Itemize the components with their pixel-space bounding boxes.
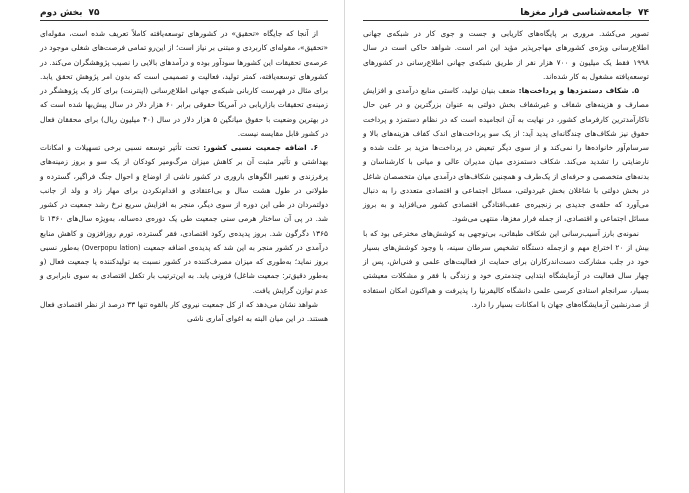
right-paragraph-1-text: تصویر می‌کشد. مروری بر پایگاه‌های کاریابی و جست و جوی کار در شبکه‌ی جهانی اطلاع‌رسانی ویژه‌ی کشورهای مهاجرپذیر مؤید این امر است. شواهد حاکی است در سال ۱۹۹۸ فقط یک میلیون و ۷۰۰ هزار نفر از طریق شبکه‌ی جهانی اطلاع‌رسانی در کشورهای توسعه‌یافته مشغول به کار شده‌اند.	[363, 29, 649, 81]
right-paragraph-2-text: ضعف بنیان تولید، کاستی منابع درآمدی و افزایش مصارف و هزینه‌های شفاف و غیرشفاف بخش دولتی به عنوان بزرگترین و در عین حال ناکارآمدترین کارفرمای کشور، در نهایت به آن انجامیده است که در نظام دستمزد و پرداخت حقوق نیز شکاف‌های چندگانه‌ای پدید آید: از یک سو پرداخت‌های اندک کفاف هزینه‌های بالا و سرسام‌آور خانواده‌ها را نمی‌کند و از سوی دیگر تبعیض در پرداخت‌ها مزید بر علت شده و نارضایتی را تشدید می‌کند. شکاف دستمزدی میان مدیران عالی و میانی با کارشناسان و بدنه‌های متخصصی و حرفه‌ای از یک‌طرف و همچنین شکاف‌های درآمدی میان متخصصان شاغل در بخش دولتی با شاغلان بخش غیردولتی، مسائل اجتماعی و اقتصادی متعددی را به دنبال می‌آورد که حلقه‌ی جدیدی بر زنجیره‌ی عقب‌افتادگی اقتصادی کشور می‌افزاید و به بروز مسائل اجتماعی و اقتصادی، از جمله فرار مغزها، منتهی می‌شود.	[363, 86, 649, 224]
left-paragraph-3	[40, 298, 328, 327]
right-page-number: ۷۴	[638, 8, 649, 18]
latin-term: (Overpopu lation)	[81, 243, 141, 252]
left-page-header	[40, 6, 328, 21]
right-paragraph-3-text: نمونه‌ی بارز آسیب‌رسانی این شکاف طبقاتی، بی‌توجهی به کوشش‌های مخترعی بود که با بیش از ۲۰ اختراع مهم و ازجمله دستگاه تشخیص سرطان سینه، با وجود کوشش‌های بسیار خود در جلب مشارکت دست‌اندرکاران برای حمایت از فعالیت‌های علمی و فنی‌اش، پس از چهار سال فعالیت در آزمایشگاه ابتدایی چندمتری خود و زندگی با فقر و مشکلات معیشتی بسیار، سرانجام استادی کرسی علمی دانشگاه کالیفرنیا را پذیرفت و هم‌اکنون امکان استفاده از صدرنشین آزمایشگاه‌های جهان با امکانات بسیار را دارد.	[363, 228, 649, 309]
left-page-number: ۷۵	[88, 8, 100, 18]
right-page-body	[363, 27, 649, 312]
right-page-header	[363, 6, 649, 21]
section-heading-5: ۵. شکاف دستمزدها و پرداخت‌ها:	[518, 86, 639, 95]
right-paragraph-3	[363, 227, 649, 313]
left-paragraph-2-tail: به‌طور نسبی بروز نماید؛ به‌طوری که میزان مصرف‌کننده در کشور نسبت به تولیدکننده یا جمعیت فعال (و به‌طور دقیق‌تر: جمعیت شاغل) فزونی یابد. به این‌ترتیب بار تکفل اقتصادی به سوی نابرابری و عدم توازن گرایش یافت.	[40, 242, 328, 295]
left-paragraph-1-text: از آنجا که جایگاه «تحقیق» در کشورهای توسعه‌یافته کاملاً تعریف شده است، مقوله‌ای «تحقیق»، مقوله‌ای کاربردی و مبتنی بر نیاز است؛ از این‌رو تمامی فرصت‌های شغلی موجود در عرصه‌ی تحقیقات این کشورها سودآور بوده و درآمدهای بالایی را نصیب پژوهشگران می‌کند. در کشورهای توسعه‌یافته، کمتر تولید، فعالیت و تصمیمی است که بدون امر پژوهش تحقق یابد. برای مثال در فهرست کاربانی شبکه‌ی جهانی اطلاع‌رسانی (اینترنت) برای کار یک پژوهشگر در زمینه‌ی تحقیقات بازاریابی در آمریکا حقوقی برابر ۶۰ هزار دلار در سال پیش‌بها شده است که در بهترین وضعیت با حقوق میانگین ۵ هزار دلار در سال (۴۰ میلیون ریال) برای محققان فعال در کشور قابل مقایسه نیست.	[40, 29, 329, 138]
left-paragraph-3-text: شواهد نشان می‌دهد که از کل جمعیت نیروی کار بالقوه تنها ۳۳ درصد از نظر اقتصادی فعال هستند. در این میان البته به اغوای آماری ناشی	[40, 299, 328, 323]
left-paragraph-2	[40, 141, 328, 298]
left-page-body	[40, 27, 328, 326]
right-page	[345, 0, 689, 493]
left-page	[0, 0, 344, 493]
right-paragraph-2	[363, 84, 649, 227]
left-paragraph-2-text: تحت تأثیر توسعه نسبی برخی تسهیلات و امکانات بهداشتی و تأثیر مثبت آن بر کاهش میزان مرگ‌ومیر کودکان از یک سو و بروز زمینه‌های پرفرزندی و تغییر الگوهای باروری در کشور ناشی از اوضاع و احوال جنگ فراگیر، گسترده و طولانی در طول هشت سال و بی‌اعتقادی و اقدام‌نکردن برای مهار زاد و ولد از جانب دولتمردان در طی این دوره از سوی دیگر، منجر به افزایش سریع نرخ رشد جمعیت در کشور شد. در پی آن ساختار هرمی سنی جمعیت طی یک دوره‌ی ده‌ساله، به‌ویژه سال‌های ۱۳۶۰ تا ۱۳۶۵ دگرگون شد. بروز پدیده‌ی رکود اقتصادی، فقر گسترده، تورم روزافزون و کاهش منابع درآمدی در کشور منجر به این شد که پدیده‌ی اضافه جمعیت	[40, 143, 328, 252]
section-heading-6: ۶. اضافه جمعیت نسبی کشور:	[203, 143, 318, 152]
left-running-head: بخش دوم	[40, 8, 83, 18]
left-paragraph-1	[40, 27, 328, 141]
right-running-head: جامعه‌شناسی فرار مغزها	[520, 8, 632, 18]
right-paragraph-1	[363, 27, 649, 84]
